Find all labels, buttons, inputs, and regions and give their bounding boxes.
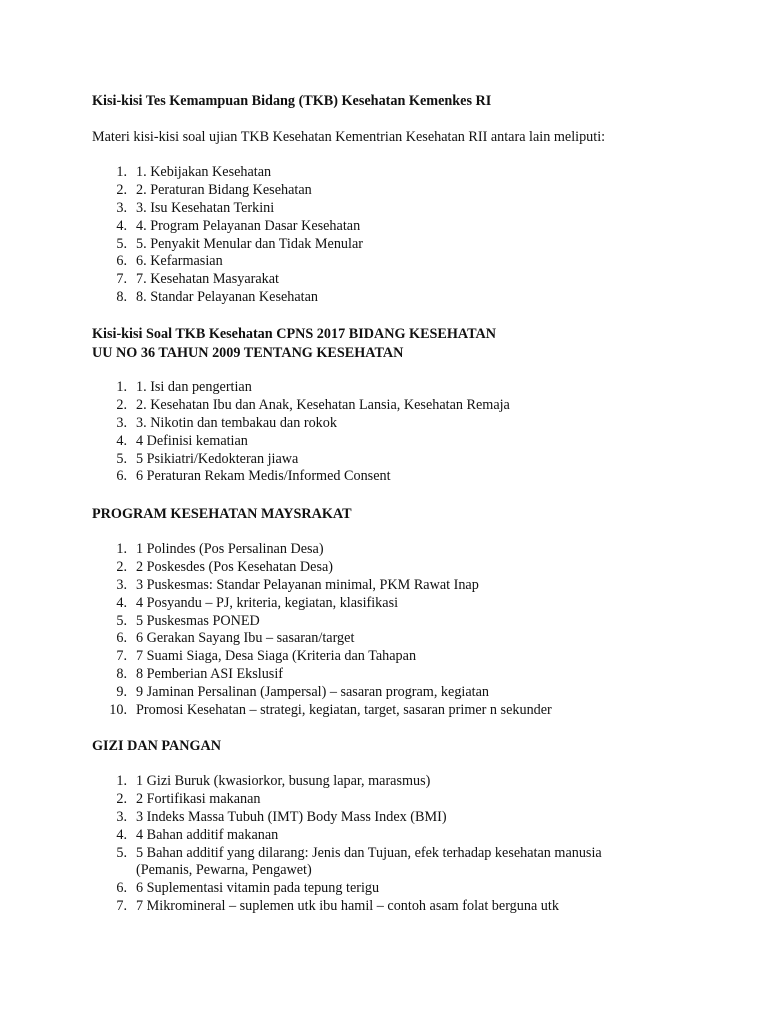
section-heading-uu-subtitle: UU NO 36 TAHUN 2009 TENTANG KESEHATAN — [92, 345, 404, 361]
intro-paragraph: Materi kisi-kisi soal ujian TKB Kesehatan Kementrian Kesehatan RII antara lain meliputi: — [92, 129, 606, 145]
document-title: Kisi-kisi Tes Kemampuan Bidang (TKB) Kesehatan Kemenkes RI — [92, 93, 492, 109]
section-heading-gizi: GIZI DAN PANGAN — [92, 738, 222, 754]
list-item-line: 5 Bahan additif yang dilarang: Jenis dan Tujuan, efek terhadap kesehatan manusia — [136, 844, 602, 861]
document-page: Kisi-kisi Tes Kemampuan Bidang (TKB) Kesehatan Kemenkes RI Materi kisi-kisi soal ujian TKB Kesehatan Kementrian Kesehatan RII antara lain meliputi: 1. 1. Kebijakan Kesehatan 2. 2. Peraturan Bidang Kesehatan 3. 3. Isu Kesehatan Terkini 4. 4. Program Pelayanan Dasar Kesehatan 5. 5. Penyakit Menular dan Tidak Menular 6. 6. Kefarmasian 7. 7. Kesehatan Masyarakat 8. 8. Standar Pelayanan Kesehatan Kisi-kisi Soal TKB Kesehatan CPNS 2017 BIDANG KESEHATAN UU NO 36 TAHUN 2009 TENTANG KESEHATAN 1. 1. Isi dan pengertian 2. 2. Kesehatan Ibu dan Anak, Kesehatan Lansia, Kesehatan Remaja 3. 3. Nikotin dan tembakau dan rokok 4. 4 Definisi kematian 5. 5 Psikiatri/Kedokteran jiawa 6. 6 Peraturan Rekam Medis/Informed Consent PROGRAM KESEHATAN MAYSRAKAT 1. 1 Polindes (Pos Persalinan Desa) 2. 2 Poskesdes (Pos Kesehatan Desa) 3. 3 Puskesmas: Standar Pelayanan minimal, PKM Rawat Inap 4. 4 Posyandu – PJ, kriteria, kegiatan, klasifikasi 5. 5 Puskesmas PONED 6. 6 Gerakan Sayang Ibu – sasaran/target 7. 7 Suami Siaga, Desa Siaga (Kriteria dan Tahapan 8. 8 Pemberian ASI Ekslusif 9. 9 Jaminan Persalinan (Jampersal) – sasaran program, kegiatan 10. Promosi Kesehatan – strategi, kegiatan, target, sasaran primer n sekunder GIZI DAN PANGAN 1. 1 Gizi Buruk (kwasiorkor, busung lapar, marasmus) 2. 2 Fortifikasi makanan 3. 3 Indeks Massa Tubuh (IMT) Body Mass Index (BMI) 4. 4 Bahan additif makanan 5. 5 Bahan additif yang dilarang: Jenis dan Tujuan, efek terhadap kesehatan manusia (Pemanis, Pewarna, Pengawet) 6. 6 Suplementasi vitamin pada tepung terigu 7. 7 Mikromineral – suplemen utk ibu hamil – contoh asam folat berguna utk — [92, 93, 606, 915]
section-heading-uu: Kisi-kisi Soal TKB Kesehatan CPNS 2017 BIDANG KESEHATAN — [92, 326, 497, 342]
list-item-line: (Pemanis, Pewarna, Pengawet) — [136, 862, 312, 879]
section-heading-program: PROGRAM KESEHATAN MAYSRAKAT — [92, 506, 352, 522]
